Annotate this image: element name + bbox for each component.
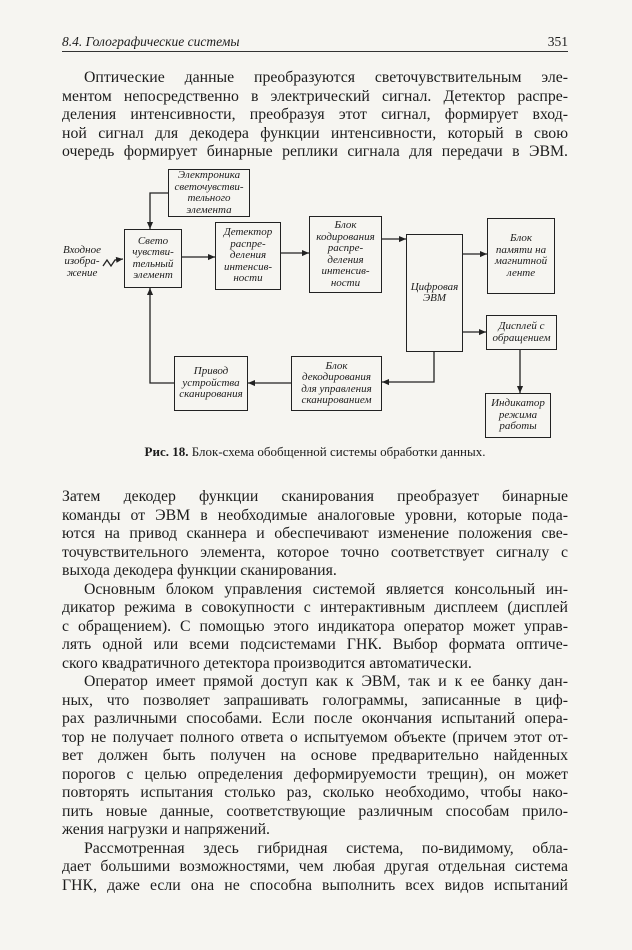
block-line: интенсив- — [223, 260, 273, 273]
text-line: Затем декодер функции сканирования преобразует бинарные — [62, 488, 568, 505]
block-line: обращением — [492, 331, 551, 344]
block-line: деления — [327, 253, 364, 266]
block-line: распре- — [230, 237, 266, 250]
block-line: Блок — [509, 232, 533, 244]
block-line: Блок — [325, 359, 348, 372]
text-line: жения нагрузки и напряжений. — [62, 821, 270, 838]
text-line: ются на привод сканнера и обеспечивают изменение положения све- — [62, 525, 568, 542]
header-rule — [62, 51, 568, 52]
block-line: ности — [330, 276, 361, 289]
text-line: ского квадратичного детектора производится автоматически. — [62, 654, 472, 672]
block-mode-indicator — [485, 393, 551, 438]
block-scan-decoder — [291, 356, 382, 411]
block-line: декодирования — [302, 371, 371, 383]
block-line: светочувстви- — [174, 180, 244, 193]
text-line: очередь формирует бинарные реплики сигнала для передачи в ЭВМ. — [62, 143, 568, 161]
block-line: Привод — [193, 365, 229, 378]
block-line: Свето — [137, 234, 169, 247]
label-line: изобра- — [64, 255, 100, 268]
text-line: пить новые данные, соответствующие различным способам прило- — [62, 802, 568, 820]
caption-label: Рис. 18. — [144, 444, 189, 459]
text-line: ментом непосредственно в электрический сигнал. Детектор распре- — [62, 87, 568, 105]
block-line: ности — [233, 272, 263, 285]
caption-text: Блок-схема обобщенной системы обработки данных. — [191, 444, 486, 459]
block-photosensitive-element — [124, 229, 182, 288]
block-line: Цифровая — [410, 280, 459, 293]
block-scan-drive — [174, 356, 248, 411]
block-intensity-detector — [215, 222, 281, 290]
arrow-computer-to-scan-decoder — [382, 352, 434, 382]
block-line: тельный — [132, 257, 174, 270]
text-line: рах различными способами. Если после окончания испытаний опера- — [62, 710, 568, 727]
block-line: магнитной — [494, 255, 548, 267]
block-line: распре- — [327, 242, 364, 254]
page-number: 351 — [547, 34, 568, 49]
text-line: Основным блоком управления системой является консольный ин- — [84, 580, 568, 598]
block-line: чувстви- — [132, 246, 174, 258]
block-line: Дисплей с — [498, 320, 545, 332]
text-line: команды от ЭВМ в необходимые аналоговые уровни, которые пода- — [62, 506, 568, 524]
text-line: Оператор имеет прямой доступ как к ЭВМ, так и к ее банку дан- — [84, 673, 568, 690]
figure-block-diagram — [0, 160, 632, 460]
body-text — [62, 488, 568, 895]
text-line: Оптические данные преобразуются светочувствительным эле- — [84, 69, 568, 86]
block-line: работы — [499, 420, 537, 433]
text-line: точувствительного элемента, которое точно соответствует сигналу с — [62, 543, 568, 561]
text-line: вет должен быть получен на основе предварительно найденных — [62, 747, 568, 764]
text-line: выхода декодера функции сканирования. — [62, 562, 337, 579]
text-line: дикатор режима в совокупности с интерактивным дисплеем (дисплей — [62, 599, 568, 616]
block-line: Электроника — [177, 169, 241, 181]
input-image-label — [54, 242, 110, 282]
section-title: 8.4. Голографические системы — [62, 34, 240, 49]
text-line: повторять испытания столько раз, сколько необходимо, чтобы нако- — [62, 784, 568, 801]
paragraph-intro — [62, 69, 568, 162]
text-line: ГНК, даже если она не способна выполнить всех видов испытаний — [62, 876, 568, 894]
block-line: сканирования — [179, 388, 243, 401]
block-line: деления — [229, 249, 267, 262]
block-line: Детектор — [223, 226, 273, 239]
paragraph — [62, 840, 568, 896]
text-line: дает большими возможностями, чем любая другая отдельная система — [62, 858, 568, 875]
block-line: элемент — [133, 269, 173, 281]
block-line: для управления — [301, 382, 372, 395]
block-line: ЭВМ — [422, 292, 447, 304]
text-line: ных, что позволяет запрашивать голограммы, записанные в циф- — [62, 691, 568, 709]
arrow-electronics-to-sensor — [150, 193, 168, 229]
block-line: тельного — [187, 192, 231, 204]
paragraph — [62, 581, 568, 674]
block-line: кодирования — [316, 230, 375, 243]
text-line: Рассмотренная здесь гибридная система, по-видимому, обла- — [84, 839, 568, 857]
block-line: устройства — [182, 376, 240, 389]
label-line: жение — [66, 266, 98, 279]
block-interactive-display — [486, 315, 557, 350]
block-line: сканированием — [301, 394, 372, 406]
paragraph — [62, 673, 568, 840]
running-header — [62, 33, 568, 50]
block-digital-computer — [406, 234, 463, 352]
text-line: лять одной или всеми подсистемами ГНК. Выбор формата оптиче- — [62, 636, 568, 653]
block-line: режима — [498, 408, 538, 421]
text-line: ной сигнал для декодера функции интенсивности, который в свою — [62, 124, 568, 142]
block-line: Индикатор — [491, 397, 545, 410]
block-line: интенсив- — [321, 265, 370, 277]
text-line: с обращением). С помощью этого индикатора оператор может управ- — [62, 617, 568, 635]
arrow-scan-drive-to-sensor — [150, 288, 174, 383]
block-tape-memory — [487, 218, 555, 294]
text-line: порогов с целью определения деформируемости трещин), он может — [62, 765, 568, 783]
text-line: деления интенсивности, преобразуя этот сигнал, формирует вход- — [62, 106, 568, 124]
text-line: тор не получает полного ответа о испытуемом объекте (причем этот от- — [62, 728, 568, 746]
label-line: Входное — [63, 243, 101, 256]
figure-caption — [62, 443, 568, 461]
block-line: элемента — [186, 203, 232, 216]
block-line: Блок — [334, 219, 357, 231]
block-sensor-electronics — [168, 169, 250, 217]
paragraph — [62, 488, 568, 581]
block-line: памяти на — [495, 243, 547, 256]
block-line: ленте — [506, 266, 536, 279]
block-intensity-encoder — [309, 216, 382, 293]
